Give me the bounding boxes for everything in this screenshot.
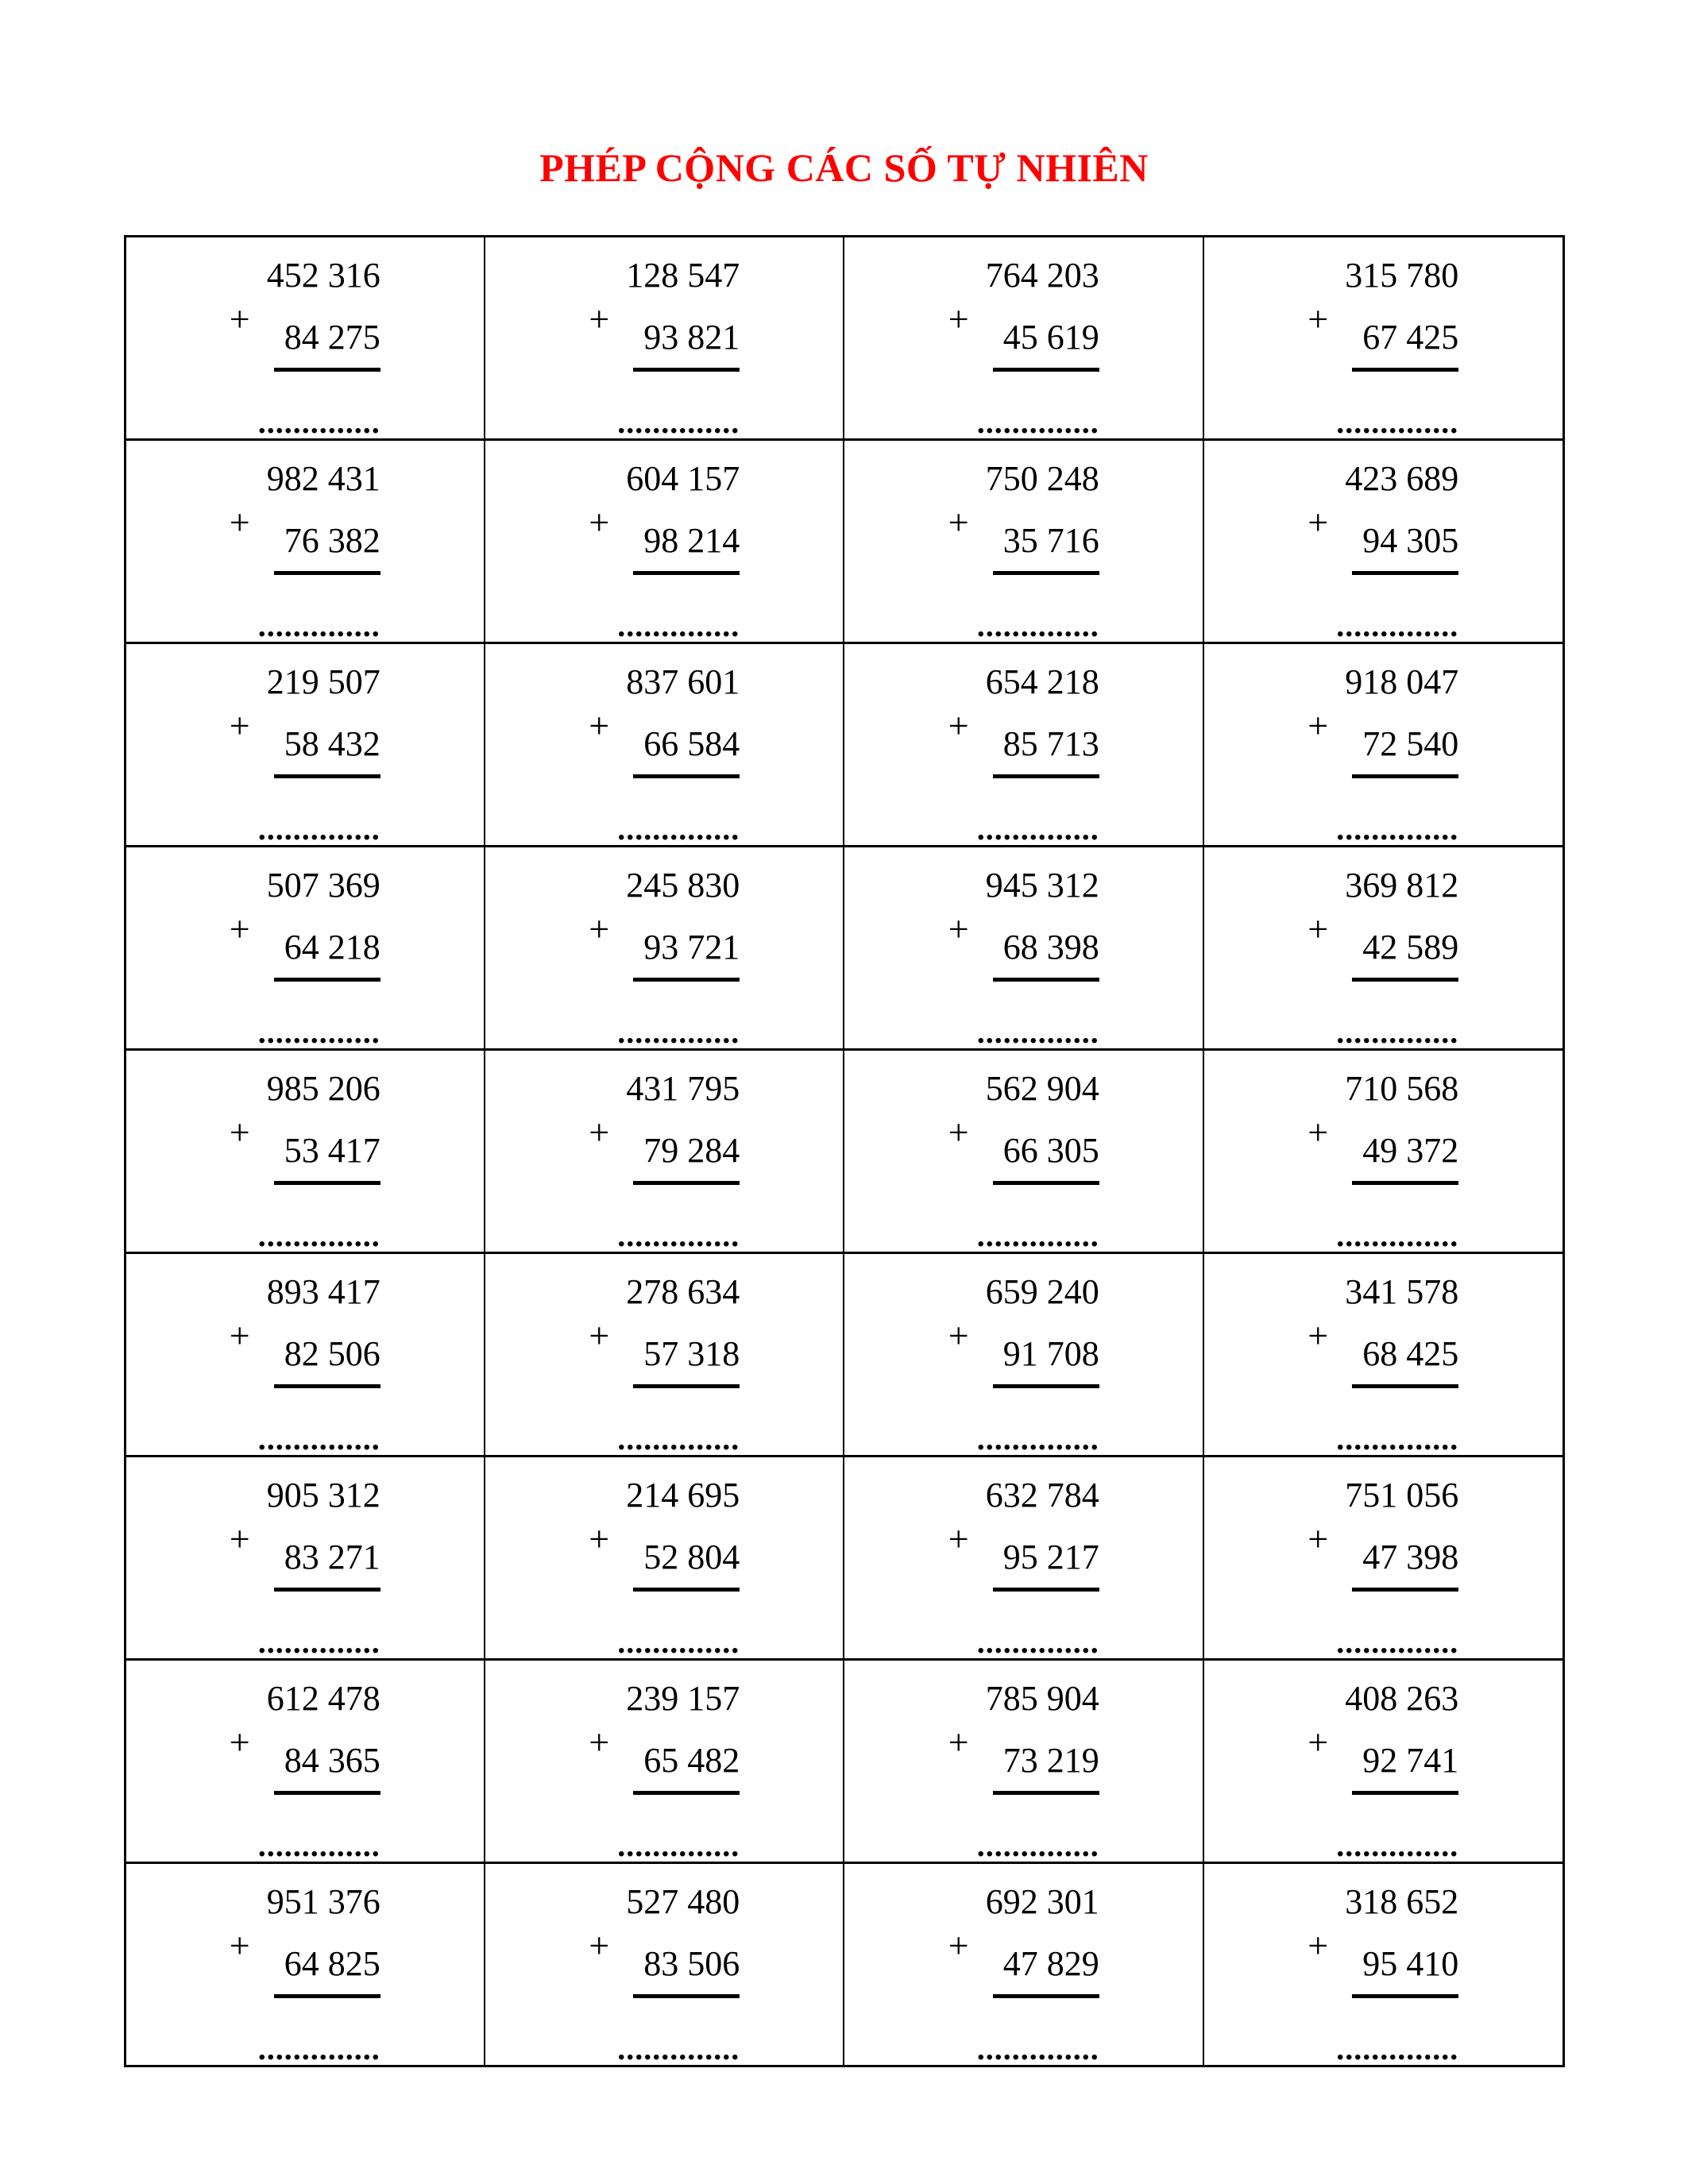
problems-table xyxy=(124,235,1565,2067)
answer-dots: .............. xyxy=(1336,404,1459,440)
addend-bottom: 92 741 xyxy=(1362,1741,1459,1780)
addition-problem xyxy=(1308,868,1458,1048)
problem-cell xyxy=(1203,1050,1563,1253)
addition-problem xyxy=(230,1071,380,1252)
answer-dots: .............. xyxy=(1336,1014,1459,1050)
plus-sign: + xyxy=(948,299,969,339)
sum-line xyxy=(274,1384,380,1388)
addition-problem xyxy=(229,662,380,847)
addition-problem xyxy=(589,1681,740,1862)
sum-line xyxy=(993,978,1099,982)
sum-line xyxy=(1352,571,1458,575)
problems-table-row xyxy=(125,1050,1563,1253)
plus-sign: + xyxy=(1308,1112,1329,1152)
plus-sign: + xyxy=(589,1518,610,1559)
addend-bottom: 93 721 xyxy=(643,928,740,967)
addition-problem xyxy=(589,1882,740,2066)
addition-problem xyxy=(1308,1882,1459,2066)
problem-cell xyxy=(844,847,1203,1050)
answer-dots: .............. xyxy=(617,1624,740,1660)
addend-top: 785 904 xyxy=(985,1679,1099,1718)
answer-dots: .............. xyxy=(976,811,1099,847)
addition-problem xyxy=(230,461,380,642)
addend-top: 423 689 xyxy=(1345,459,1459,498)
plus-sign: + xyxy=(948,909,969,949)
addend-bottom: 98 214 xyxy=(643,521,740,560)
addend-bottom: 82 506 xyxy=(284,1334,380,1373)
plus-sign: + xyxy=(948,1925,969,1966)
addend-top: 527 480 xyxy=(626,1882,740,1921)
addend-bottom: 91 708 xyxy=(1002,1334,1099,1373)
addend-top: 632 784 xyxy=(985,1476,1099,1515)
problem-cell xyxy=(1203,1457,1563,1660)
answer-dots: .............. xyxy=(617,1217,740,1253)
sum-line xyxy=(633,1384,740,1388)
addend-top: 341 578 xyxy=(1345,1272,1459,1311)
sum-line xyxy=(1352,978,1458,982)
addend-bottom: 47 829 xyxy=(1002,1944,1099,1983)
addend-bottom: 93 821 xyxy=(643,318,740,357)
problem-cell xyxy=(125,1863,485,2066)
addend-top: 604 157 xyxy=(626,459,740,498)
problem-cell xyxy=(125,643,485,847)
sum-line xyxy=(274,1791,380,1795)
addition-problem xyxy=(589,461,740,642)
addend-bottom: 53 417 xyxy=(284,1131,380,1170)
plus-sign: + xyxy=(229,502,250,542)
problem-cell xyxy=(1203,847,1563,1050)
addition-problem xyxy=(230,1681,380,1862)
addition-problem xyxy=(1308,1272,1459,1457)
sum-line xyxy=(1352,1588,1458,1592)
addition-problem xyxy=(1308,662,1459,847)
plus-sign: + xyxy=(1308,1925,1329,1966)
answer-dots: .............. xyxy=(617,1827,740,1863)
plus-sign: + xyxy=(948,705,969,746)
problem-cell xyxy=(125,847,485,1050)
plus-sign: + xyxy=(589,1722,610,1762)
addend-top: 369 812 xyxy=(1345,866,1459,905)
plus-sign: + xyxy=(229,705,250,746)
problem-cell xyxy=(485,1457,844,1660)
addition-problem xyxy=(589,1071,740,1252)
sum-line xyxy=(1352,1384,1458,1388)
answer-dots: .............. xyxy=(1336,1217,1459,1253)
addend-top: 710 568 xyxy=(1345,1069,1459,1108)
problem-cell xyxy=(1203,1660,1563,1863)
sum-line xyxy=(993,774,1099,778)
problem-cell xyxy=(125,1253,485,1457)
problem-cell xyxy=(1203,237,1563,440)
sum-line xyxy=(274,571,380,575)
addend-top: 214 695 xyxy=(626,1476,740,1515)
answer-dots: .............. xyxy=(617,811,740,847)
addend-top: 982 431 xyxy=(266,459,380,498)
sum-line xyxy=(633,1791,740,1795)
addend-top: 318 652 xyxy=(1345,1882,1459,1921)
addend-bottom: 45 619 xyxy=(1002,318,1099,357)
plus-sign: + xyxy=(229,1315,250,1356)
plus-sign: + xyxy=(1308,1315,1329,1356)
problems-table-row xyxy=(125,643,1563,847)
problem-cell xyxy=(485,847,844,1050)
addend-top: 654 218 xyxy=(985,662,1099,701)
plus-sign: + xyxy=(1308,299,1329,339)
addend-top: 951 376 xyxy=(266,1882,380,1921)
addition-problem xyxy=(229,1272,380,1457)
answer-dots: .............. xyxy=(617,2031,740,2066)
answer-dots: .............. xyxy=(1336,1421,1459,1457)
sum-line xyxy=(993,1791,1099,1795)
addend-bottom: 68 398 xyxy=(1002,928,1099,967)
plus-sign: + xyxy=(589,909,610,949)
addend-top: 905 312 xyxy=(266,1476,380,1515)
answer-dots: .............. xyxy=(976,1014,1099,1050)
answer-dots: .............. xyxy=(257,2031,380,2066)
addition-problem xyxy=(948,868,1099,1048)
addend-bottom: 66 305 xyxy=(1002,1131,1099,1170)
problems-table-body xyxy=(125,237,1563,2066)
plus-sign: + xyxy=(948,1112,969,1152)
sum-line xyxy=(1352,774,1458,778)
addend-bottom: 52 804 xyxy=(643,1538,740,1576)
problem-cell xyxy=(125,1660,485,1863)
problem-cell xyxy=(485,237,844,440)
addition-problem xyxy=(229,1882,380,2066)
answer-dots: .............. xyxy=(1336,608,1459,643)
sum-line xyxy=(993,1588,1099,1592)
addend-top: 918 047 xyxy=(1345,662,1459,701)
sum-line xyxy=(633,774,740,778)
addition-problem xyxy=(1308,1681,1458,1862)
problem-cell xyxy=(1203,1253,1563,1457)
answer-dots: .............. xyxy=(257,1217,380,1253)
addend-bottom: 65 482 xyxy=(643,1741,740,1780)
plus-sign: + xyxy=(1308,1518,1329,1559)
problems-table-row xyxy=(125,1660,1563,1863)
addition-problem xyxy=(948,1272,1099,1457)
plus-sign: + xyxy=(229,299,250,339)
plus-sign: + xyxy=(948,1315,969,1356)
problem-cell xyxy=(844,1457,1203,1660)
sum-line xyxy=(1352,1994,1458,1998)
sum-line xyxy=(274,1181,380,1185)
plus-sign: + xyxy=(589,299,610,339)
addition-problem xyxy=(1308,1478,1458,1658)
answer-dots: .............. xyxy=(976,404,1099,440)
sum-line xyxy=(633,1588,740,1592)
problem-cell xyxy=(1203,440,1563,643)
answer-dots: .............. xyxy=(257,608,380,643)
answer-dots: .............. xyxy=(617,1014,740,1050)
sum-line xyxy=(1352,1791,1458,1795)
problem-cell xyxy=(125,1050,485,1253)
addition-problem xyxy=(948,258,1099,438)
sum-line xyxy=(633,1181,740,1185)
addend-top: 562 904 xyxy=(985,1069,1099,1108)
answer-dots: .............. xyxy=(976,2031,1099,2066)
sum-line xyxy=(274,978,380,982)
answer-dots: .............. xyxy=(1336,811,1459,847)
addend-bottom: 58 432 xyxy=(284,724,380,763)
plus-sign: + xyxy=(1308,705,1329,746)
addend-bottom: 35 716 xyxy=(1002,521,1099,560)
problem-cell xyxy=(125,237,485,440)
answer-dots: .............. xyxy=(617,608,740,643)
problems-table-row xyxy=(125,440,1563,643)
addition-problem xyxy=(1308,461,1458,642)
problems-table-row xyxy=(125,1253,1563,1457)
answer-dots: .............. xyxy=(976,1421,1099,1457)
addition-problem xyxy=(948,1882,1099,2066)
problem-cell xyxy=(844,1863,1203,2066)
plus-sign: + xyxy=(229,909,250,949)
answer-dots: .............. xyxy=(1336,1827,1459,1863)
addition-problem xyxy=(948,461,1099,642)
addition-problem xyxy=(1308,258,1458,438)
addend-bottom: 49 372 xyxy=(1362,1131,1459,1170)
addend-top: 431 795 xyxy=(626,1069,740,1108)
plus-sign: + xyxy=(589,705,610,746)
addend-top: 945 312 xyxy=(985,866,1099,905)
addend-top: 452 316 xyxy=(266,256,380,295)
addition-problem xyxy=(589,868,740,1048)
answer-dots: .............. xyxy=(257,1421,380,1457)
plus-sign: + xyxy=(229,1518,250,1559)
addend-top: 245 830 xyxy=(626,866,740,905)
problem-cell xyxy=(844,237,1203,440)
answer-dots: .............. xyxy=(976,608,1099,643)
plus-sign: + xyxy=(1308,1722,1329,1762)
problem-cell xyxy=(485,1660,844,1863)
sum-line xyxy=(633,1994,740,1998)
addend-top: 751 056 xyxy=(1345,1476,1459,1515)
problem-cell xyxy=(485,1253,844,1457)
addition-problem xyxy=(230,258,380,438)
answer-dots: .............. xyxy=(976,1827,1099,1863)
plus-sign: + xyxy=(589,1315,610,1356)
addend-bottom: 72 540 xyxy=(1362,724,1459,763)
problem-cell xyxy=(485,643,844,847)
addition-problem xyxy=(948,1681,1099,1862)
answer-dots: .............. xyxy=(976,1624,1099,1660)
sum-line xyxy=(993,1384,1099,1388)
addition-problem xyxy=(589,662,740,847)
addend-bottom: 47 398 xyxy=(1362,1538,1459,1576)
problems-table-row xyxy=(125,1863,1563,2066)
sum-line xyxy=(274,1588,380,1592)
addend-bottom: 68 425 xyxy=(1362,1334,1459,1373)
addend-bottom: 94 305 xyxy=(1362,521,1459,560)
problems-table-row xyxy=(125,847,1563,1050)
plus-sign: + xyxy=(229,1722,250,1762)
plus-sign: + xyxy=(589,1925,610,1966)
problem-cell xyxy=(844,1660,1203,1863)
answer-dots: .............. xyxy=(617,404,740,440)
problem-cell xyxy=(485,440,844,643)
addend-top: 315 780 xyxy=(1345,256,1459,295)
plus-sign: + xyxy=(948,1722,969,1762)
plus-sign: + xyxy=(1308,502,1329,542)
addend-bottom: 95 410 xyxy=(1362,1944,1459,1983)
addend-bottom: 95 217 xyxy=(1002,1538,1099,1576)
addend-bottom: 85 713 xyxy=(1002,724,1099,763)
problem-cell xyxy=(844,643,1203,847)
addend-top: 408 263 xyxy=(1345,1679,1459,1718)
addend-bottom: 64 825 xyxy=(284,1944,380,1983)
sum-line xyxy=(993,1181,1099,1185)
addend-bottom: 64 218 xyxy=(284,928,380,967)
addition-problem xyxy=(230,868,380,1048)
sum-line xyxy=(633,571,740,575)
addition-problem xyxy=(230,1478,380,1658)
problem-cell xyxy=(844,440,1203,643)
addend-bottom: 83 271 xyxy=(284,1538,380,1576)
sum-line xyxy=(993,1994,1099,1998)
plus-sign: + xyxy=(589,1112,610,1152)
addend-top: 239 157 xyxy=(626,1679,740,1718)
answer-dots: .............. xyxy=(257,811,380,847)
addend-bottom: 76 382 xyxy=(284,521,380,560)
addition-problem xyxy=(589,258,740,438)
answer-dots: .............. xyxy=(257,1827,380,1863)
addition-problem xyxy=(948,1071,1099,1252)
sum-line xyxy=(993,368,1099,372)
addend-bottom: 73 219 xyxy=(1002,1741,1099,1780)
addition-problem xyxy=(1308,1071,1458,1252)
addend-bottom: 83 506 xyxy=(643,1944,740,1983)
sum-line xyxy=(274,1994,380,1998)
addend-bottom: 67 425 xyxy=(1362,318,1459,357)
addend-top: 219 507 xyxy=(266,662,380,701)
problem-cell xyxy=(125,1457,485,1660)
sum-line xyxy=(1352,368,1458,372)
addition-problem xyxy=(589,1478,740,1658)
answer-dots: .............. xyxy=(257,404,380,440)
addend-top: 985 206 xyxy=(266,1069,380,1108)
plus-sign: + xyxy=(589,502,610,542)
answer-dots: .............. xyxy=(976,1217,1099,1253)
addend-bottom: 42 589 xyxy=(1362,928,1459,967)
addend-top: 659 240 xyxy=(985,1272,1099,1311)
addition-problem xyxy=(948,1478,1099,1658)
sum-line xyxy=(274,774,380,778)
problem-cell xyxy=(485,1050,844,1253)
answer-dots: .............. xyxy=(1336,2031,1459,2066)
problems-table-row xyxy=(125,1457,1563,1660)
addend-bottom: 57 318 xyxy=(643,1334,740,1373)
answer-dots: .............. xyxy=(257,1014,380,1050)
addend-bottom: 84 275 xyxy=(284,318,380,357)
sum-line xyxy=(274,368,380,372)
plus-sign: + xyxy=(948,502,969,542)
plus-sign: + xyxy=(948,1518,969,1559)
problem-cell xyxy=(1203,1863,1563,2066)
addend-bottom: 84 365 xyxy=(284,1741,380,1780)
problem-cell xyxy=(485,1863,844,2066)
addition-problem xyxy=(589,1272,740,1457)
addend-top: 278 634 xyxy=(626,1272,740,1311)
answer-dots: .............. xyxy=(1336,1624,1459,1660)
addend-top: 692 301 xyxy=(985,1882,1099,1921)
problems-table-row xyxy=(125,237,1563,440)
addend-top: 764 203 xyxy=(985,256,1099,295)
addition-problem xyxy=(948,662,1099,847)
addend-top: 612 478 xyxy=(266,1679,380,1718)
problem-cell xyxy=(1203,643,1563,847)
sum-line xyxy=(633,368,740,372)
answer-dots: .............. xyxy=(617,1421,740,1457)
problem-cell xyxy=(125,440,485,643)
addend-top: 837 601 xyxy=(626,662,740,701)
addend-bottom: 66 584 xyxy=(643,724,740,763)
sum-line xyxy=(1352,1181,1458,1185)
problem-cell xyxy=(844,1050,1203,1253)
page-title: PHÉP CỘNG CÁC SỐ TỰ NHIÊN xyxy=(539,145,1149,190)
plus-sign: + xyxy=(229,1112,250,1152)
addend-bottom: 79 284 xyxy=(643,1131,740,1170)
sum-line xyxy=(993,571,1099,575)
addend-top: 507 369 xyxy=(266,866,380,905)
plus-sign: + xyxy=(1308,909,1329,949)
plus-sign: + xyxy=(229,1925,250,1966)
sum-line xyxy=(633,978,740,982)
answer-dots: .............. xyxy=(257,1624,380,1660)
problem-cell xyxy=(844,1253,1203,1457)
addend-top: 128 547 xyxy=(626,256,740,295)
addend-top: 893 417 xyxy=(266,1272,380,1311)
addend-top: 750 248 xyxy=(985,459,1099,498)
